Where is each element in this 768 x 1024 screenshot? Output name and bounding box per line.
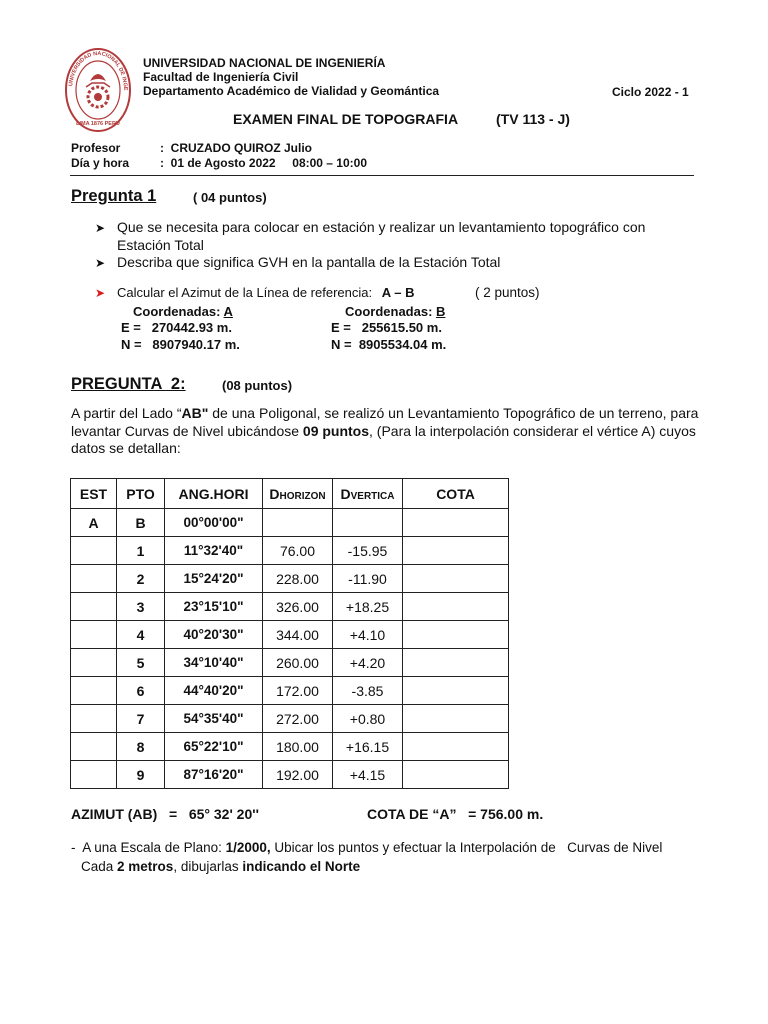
coord-a-e: E = 270442.93 m. (121, 320, 232, 335)
table-row: A B 00°00'00" (71, 509, 509, 537)
header-divider (70, 175, 694, 176)
q1-bullet-3-points: ( 2 puntos) (475, 285, 540, 300)
coord-b-e: E = 255615.50 m. (331, 320, 442, 335)
q1-title: Pregunta 1 (71, 187, 157, 205)
q2-title: PREGUNTA 2: (71, 375, 186, 393)
professor-value: : CRUZADO QUIROZ Julio (160, 141, 312, 155)
col-pto: PTO (117, 479, 165, 509)
header-cycle: Ciclo 2022 - 1 (612, 85, 689, 99)
coord-b-label: Coordenadas: B (345, 304, 446, 319)
table-row: 2 15°24'20" 228.00 -11.90 (71, 565, 509, 593)
bullet-arrow-icon: ➤ (95, 221, 106, 235)
bullet-arrow-red-icon: ➤ (95, 286, 106, 300)
q1-bullet-2: ➤ Describa que significa GVH en la pantalla de la Estación Total (95, 254, 501, 270)
survey-table (70, 478, 509, 789)
seal-text-bottom: LIMA 1876 PERU (76, 121, 120, 127)
datetime-value: : 01 de Agosto 2022 08:00 – 10:00 (160, 156, 367, 170)
col-cota: COTA (403, 479, 509, 509)
table-row: 4 40°20'30" 344.00 +4.10 (71, 621, 509, 649)
bullet-arrow-icon: ➤ (95, 256, 106, 270)
q2-points: (08 puntos) (222, 378, 293, 393)
exam-code: (TV 113 - J) (496, 111, 570, 127)
table-row: 8 65°22'10" 180.00 +16.15 (71, 733, 509, 761)
datetime-label: Día y hora (71, 156, 130, 170)
table-row: 6 44°40'20" 172.00 -3.85 (71, 677, 509, 705)
coord-a-label: Coordenadas: A (133, 304, 233, 319)
header-department: Departamento Académico de Vialidad y Geomántica (143, 84, 440, 98)
professor-label: Profesor (71, 141, 121, 155)
table-row: 1 11°32'40" 76.00 -15.95 (71, 537, 509, 565)
q2-note-line1: - A una Escala de Plano: 1/2000, Ubicar los puntos y efectuar la Interpolación de Curvas de Nivel (71, 840, 663, 855)
table-row: 7 54°35'40" 272.00 +0.80 (71, 705, 509, 733)
seal-text-top: UNIVERSIDAD NACIONAL DE INGE (68, 50, 129, 91)
coord-b-n: N = 8905534.04 m. (331, 337, 447, 352)
q1-bullet-3: ➤ Calcular el Azimut de la Línea de referencia: A – B (95, 285, 415, 300)
svg-text:UNIVERSIDAD NACIONAL DE INGENI (64, 47, 128, 91)
table-row: 5 34°10'40" 260.00 +4.20 (71, 649, 509, 677)
q2-note-line2: Cada 2 metros, dibujarlas indicando el Norte (81, 859, 361, 874)
col-dhorizon: DHORIZON (263, 479, 333, 509)
table-row: 3 23°15'10" 326.00 +18.25 (71, 593, 509, 621)
table-row: 9 87°16'20" 192.00 +4.15 (71, 761, 509, 789)
col-ang: ANG.HORI (165, 479, 263, 509)
q2-intro-line3: datos se detallan: (71, 440, 181, 456)
university-seal (64, 47, 132, 133)
exam-title: EXAMEN FINAL DE TOPOGRAFIA (233, 111, 459, 127)
col-est: EST (71, 479, 117, 509)
cota-a: COTA DE “A” = 756.00 m. (367, 806, 544, 822)
q1-points: ( 04 puntos) (193, 190, 267, 205)
header-faculty: Facultad de Ingeniería Civil (143, 70, 299, 84)
header-university: UNIVERSIDAD NACIONAL DE INGENIERÍA (143, 56, 386, 70)
table-header-row (71, 479, 509, 509)
q2-intro-line1: A partir del Lado “AB" de una Poligonal, se realizó un Levantamiento Topográfico de un terreno, para (71, 405, 699, 421)
col-dvertica: DVERTICA (333, 479, 403, 509)
q1-bullet-1-cont: Estación Total (117, 237, 204, 253)
coord-a-n: N = 8907940.17 m. (121, 337, 240, 352)
q2-intro-line2: levantar Curvas de Nivel ubicándose 09 puntos, (Para la interpolación considerar el vértice A) cuyos (71, 423, 696, 439)
azimut-ab: AZIMUT (AB) = 65° 32' 20'' (71, 806, 259, 822)
q1-bullet-1: ➤ Que se necesita para colocar en estación y realizar un levantamiento topográfico con (95, 219, 646, 235)
